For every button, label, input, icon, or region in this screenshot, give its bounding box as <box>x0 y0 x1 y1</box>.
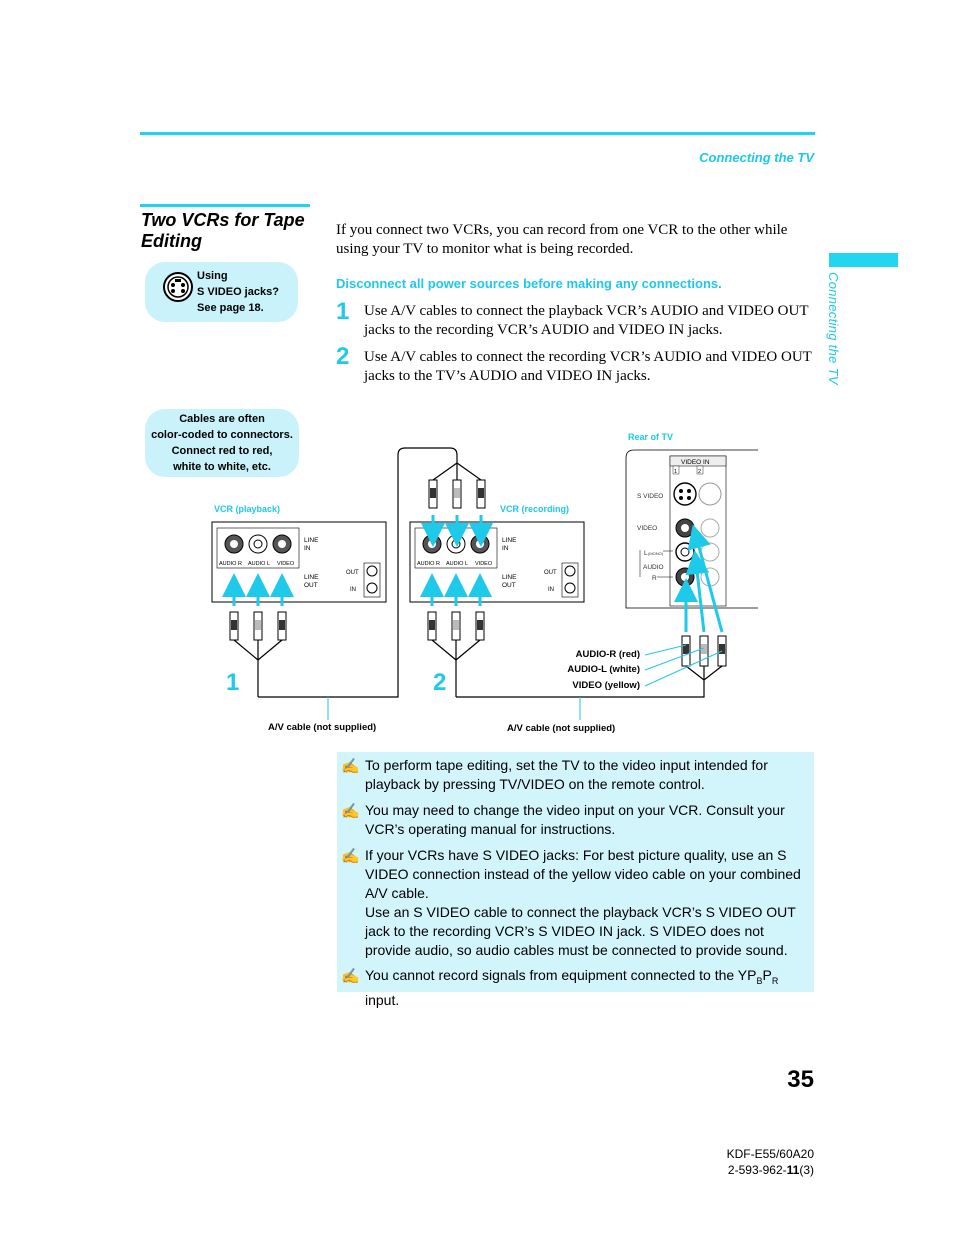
cable1-label: A/V cable (not supplied) <box>268 722 377 733</box>
vcr1-line-in-1: LINE <box>304 537 319 544</box>
tv-video-label: VIDEO <box>637 525 658 532</box>
vcr-recording-label: VCR (recording) <box>500 504 570 514</box>
note-4-sub-r: R <box>771 975 779 986</box>
vcr-recording-panel <box>410 522 584 602</box>
page-title: Two VCRs for Tape Editing <box>141 210 305 251</box>
note-4-pre: You cannot record signals from equipment connected to the Y <box>365 967 748 983</box>
vcr-playback-label: VCR (playback) <box>214 504 281 514</box>
note-3-part-a: If your VCRs have S VIDEO jacks: For best picture quality, use an S VIDEO connection instead of the yellow video cable on your combined A/V cable. <box>365 847 801 901</box>
tv-r-label: R <box>652 575 657 582</box>
vcr1-audio-l: AUDIO L <box>248 561 271 567</box>
rear-tv-label: Rear of TV <box>628 432 674 442</box>
vcr2-line-out-1: LINE <box>502 574 517 581</box>
step-1-number: 1 <box>336 298 350 325</box>
warning-text: Disconnect all power sources before making any connections. <box>336 276 722 291</box>
vcr1-in: IN <box>350 587 356 593</box>
video-yellow-label: VIDEO (yellow) <box>572 680 640 691</box>
side-tab-label: Connecting the TV <box>826 272 841 385</box>
vcr2-line-in-1: LINE <box>502 537 517 544</box>
note-3-part-b: Use an S VIDEO cable to connect the playback VCR’s S VIDEO OUT jack to the recording VCR’s S VIDEO IN jack. S VIDEO does not provide audio, so audio cables must be connected to provide sound. <box>365 904 796 958</box>
footer-code: 2-593-962-11(3) <box>727 1163 814 1177</box>
note-2: You may need to change the video input on your VCR. Consult your VCR’s operating manual for instructions. <box>365 802 785 837</box>
svideo-tip-line3: See page 18. <box>197 302 264 314</box>
note-4-sub-b: B <box>756 975 763 986</box>
vcr2-video: VIDEO <box>475 561 493 567</box>
footer-model: KDF-E55/60A20 <box>726 1147 814 1161</box>
vcr1-video: VIDEO <box>277 561 295 567</box>
vcr-playback-panel <box>212 522 386 602</box>
vcr1-line-out-1: LINE <box>304 574 319 581</box>
vcr2-audio-l: AUDIO L <box>446 561 469 567</box>
audio-r-red-label: AUDIO-R (red) <box>575 649 640 660</box>
audio-l-white-label: AUDIO-L (white) <box>567 664 640 675</box>
diagram-step-2-marker: 2 <box>433 669 447 696</box>
step-1-text: Use A/V cables to connect the playback VCR’s AUDIO and VIDEO OUT jacks to the recording VCR’s AUDIO and VIDEO IN jacks. <box>364 303 809 338</box>
note-3 <box>365 846 810 960</box>
tv-rear-panel <box>626 450 758 608</box>
section-header: Connecting the TV <box>699 150 814 165</box>
vcr1-audio-r: AUDIO R <box>219 561 242 567</box>
intro-paragraph: If you connect two VCRs, you can record from one VCR to the other while using your TV to monitor what is being recorded. <box>336 222 788 257</box>
vcr2-in: IN <box>548 587 554 593</box>
tv-l-label: L <box>644 550 648 557</box>
tv-input-2: 2 <box>698 469 702 475</box>
vcr1-out: OUT <box>346 570 359 576</box>
pencil-note-icon: ✍ <box>341 803 360 820</box>
step-2-text: Use A/V cables to connect the recording VCR’s AUDIO and VIDEO OUT jacks to the TV’s AUDIO and VIDEO IN jacks. <box>364 349 812 384</box>
vcr1-line-out-2: OUT <box>304 582 318 589</box>
note-4-p1: P <box>747 967 757 983</box>
cable2-label: A/V cable (not supplied) <box>507 723 616 734</box>
vcr2-out: OUT <box>544 570 557 576</box>
tv-input-1: 1 <box>674 469 678 475</box>
svideo-tip-line1: Using <box>197 270 228 282</box>
pencil-note-icon: ✍ <box>341 758 360 775</box>
pencil-note-icon: ✍ <box>341 848 360 865</box>
vcr2-audio-r: AUDIO R <box>417 561 440 567</box>
cable-tip-line3: Connect red to red, <box>171 445 273 457</box>
notes-box <box>337 752 814 1008</box>
vcr1-line-in-2: IN <box>304 545 311 552</box>
tv-mono-label: (MONO) <box>648 551 664 556</box>
page-number: 35 <box>787 1066 814 1093</box>
vcr2-line-out-2: OUT <box>502 582 516 589</box>
tv-audio-label: AUDIO <box>643 564 664 571</box>
tv-video-in-label: VIDEO IN <box>681 459 710 466</box>
tv-s-video-label: S VIDEO <box>637 493 664 500</box>
note-4-post: input. <box>365 991 400 1008</box>
note-1: To perform tape editing, set the TV to the video input intended for playback by pressing TV/VIDEO on the remote control. <box>365 757 768 792</box>
svideo-tip-line2: S VIDEO jacks? <box>197 286 279 298</box>
vcr2-line-in-2: IN <box>502 545 509 552</box>
step-2-number: 2 <box>336 343 350 370</box>
footer <box>727 1146 814 1178</box>
cable-tip-line2: color-coded to connectors. <box>151 429 293 441</box>
cable-tip-line4: white to white, etc. <box>173 461 271 473</box>
diagram-step-1-marker: 1 <box>226 669 240 696</box>
note-4-p2: P <box>762 967 772 983</box>
callout-lines <box>328 645 722 720</box>
cable-tip-line1: Cables are often <box>179 413 265 425</box>
note-4 <box>365 966 810 1010</box>
pencil-note-icon: ✍ <box>341 968 360 985</box>
